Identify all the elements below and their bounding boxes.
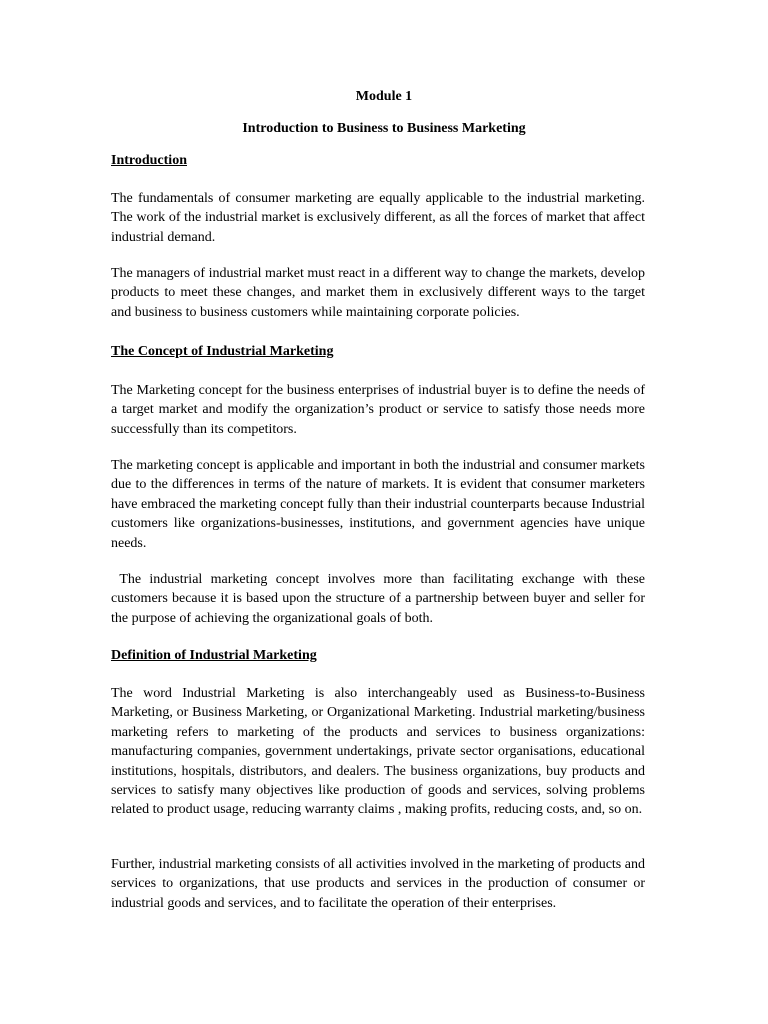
- introduction-paragraph-1: The fundamentals of consumer marketing are equally applicable to the industrial marketing. The work of the industrial market is exclusively different, as all the forces of market that affect industrial demand.: [111, 191, 645, 245]
- concept-paragraph-1: The Marketing concept for the business enterprises of industrial buyer is to define the needs of a target market and modify the organization’s product or service to satisfy those needs more successfully than its competitors.: [111, 383, 645, 437]
- introduction-paragraph-2: The managers of industrial market must react in a different way to change the markets, develop products to meet these changes, and market them in exclusively different ways to the target and business to business customers while maintaining corporate policies.: [111, 266, 645, 320]
- concept-paragraph-2: The marketing concept is applicable and important in both the industrial and consumer markets due to the differences in terms of the nature of markets. It is evident that consumer marketers have embraced the marketing concept fully than their industrial counterparts because Industrial customers like organizations-businesses, institutions, and government agencies have unique needs.: [111, 458, 645, 551]
- introduction-heading: Introduction: [111, 153, 187, 168]
- module-title: Module 1: [355, 89, 413, 104]
- concept-paragraph-3: The industrial marketing concept involves more than facilitating exchange with these customers because it is based upon the structure of a partnership between buyer and seller for the purpose of achieving the organizational goals of both.: [111, 572, 649, 626]
- definition-paragraph-2: Further, industrial marketing consists of all activities involved in the marketing of products and services to organizations, that use products and services in the production of consumer or industrial goods and services, and to facilitate the operation of their enterprises.: [111, 857, 645, 911]
- definition-heading: Definition of Industrial Marketing: [111, 648, 317, 663]
- document-title: Introduction to Business to Business Marketing: [242, 121, 526, 136]
- concept-heading: The Concept of Industrial Marketing: [111, 344, 334, 359]
- definition-paragraph-1: The word Industrial Marketing is also interchangeably used as Business-to-Business Marketing, or Business Marketing, or Organizational Marketing. Industrial marketing/business marketing refers to marketing of the products and services to business organizations: manufacturing companies, government undertakings, private sector organisations, educational institutions, hospitals, distributors, and dealers. The business organizations, buy products and services to satisfy many objectives like production of goods and services, solving problems related to product usage, reducing warranty claims , making profits, reducing costs, and, so on.: [111, 686, 645, 818]
